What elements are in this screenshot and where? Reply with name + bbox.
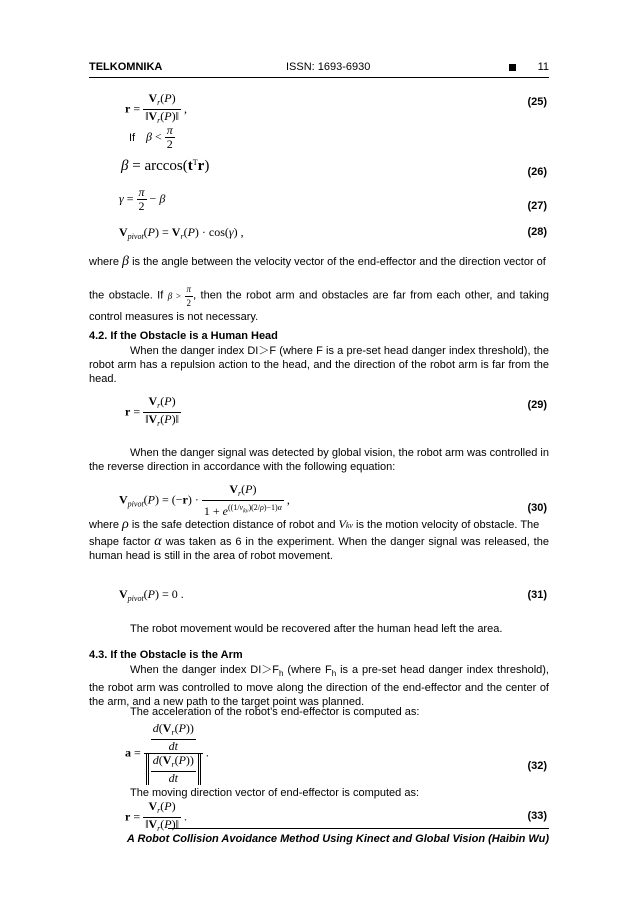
paragraph-recovery: The robot movement would be recovered after the human head left the area. bbox=[130, 623, 503, 635]
page-number: 11 bbox=[537, 61, 549, 73]
paragraph-beta-condition: the obstacle. If β > $\frac{\pi}{2}$ , then the robot arm and obstacles are far from each other, and taking control measures is not necessary. bbox=[89, 284, 550, 323]
paragraph-danger-index-arm: When the danger index $DI>F_h$ (where $F_h$ is a pre-set head danger index threshold), the robot arm was controlled to move along the direction of the end-effector and the center of the arm, and a new path to the target point was planned. bbox=[89, 664, 549, 709]
paragraph-direction-intro: The moving direction vector of end-effector is computed as: bbox=[130, 787, 419, 799]
paragraph-beta-definition: where β is the angle between the velocity vector of the end-effector and the direction vector of bbox=[89, 254, 546, 269]
paragraph-reverse-direction: When the danger signal was detected by global vision, the robot arm was controlled in the reverse direction in accordance with the following equation: bbox=[89, 447, 549, 473]
equation-30: $V_{pivot}(P) = (-r)$ · $\frac{V_r(P)}{1 + e^{((1/v_{kv})(2/\rho)-1)\alpha}}$ , bbox=[119, 482, 290, 518]
paragraph-shape-factor: shape factor α was taken as 6 in the experiment. When the danger signal was released, the human head is still in the area of robot movement. bbox=[89, 534, 549, 562]
equation-31: $V_{pivot}(P) = 0$ . bbox=[119, 587, 184, 603]
paragraph-danger-index-head: When the danger index DI＞F (where F is a pre-set head danger index threshold), the robot arm has a repulsion action to the head, and the direction of the robot arm is far from the head. bbox=[89, 345, 549, 385]
issn: ISSN: 1693-6930 bbox=[286, 61, 371, 73]
equation-32: a = $\frac{\frac{d(V_r(P))}{dt}}{\frac{d(V_r(P))}{dt}}$ . bbox=[125, 721, 209, 785]
equation-number-32: (32) bbox=[527, 760, 547, 772]
header-rule bbox=[89, 77, 549, 78]
section-heading-4-2: 4.2. If the Obstacle is a Human Head bbox=[89, 330, 278, 342]
equation-number-30: (30) bbox=[527, 502, 547, 514]
equation-number-26: (26) bbox=[527, 166, 547, 178]
equation-number-33: (33) bbox=[527, 810, 547, 822]
page-footer: A Robot Collision Avoidance Method Using Kinect and Global Vision (Haibin Wu) bbox=[126, 833, 549, 845]
equation-25: r = $\frac{V_r(P)}{‖V_r(P)‖}$ , bbox=[125, 91, 187, 125]
equation-29: r = $\frac{V_r(P)}{‖V_r(P)‖}$ bbox=[125, 394, 179, 428]
equation-number-29: (29) bbox=[527, 399, 547, 411]
section-heading-4-3: 4.3. If the Obstacle is the Arm bbox=[89, 649, 243, 661]
paragraph-rho-definition: where ρ is the safe detection distance of robot and Vkv is the motion velocity of obstacle. The bbox=[89, 517, 540, 532]
if-label: If bbox=[129, 132, 136, 144]
square-bullet-icon bbox=[509, 64, 516, 71]
journal-name: TELKOMNIKA bbox=[89, 61, 163, 73]
equation-number-31: (31) bbox=[527, 589, 547, 601]
equation-26: $\beta = \arccos(t^Tr)$ bbox=[121, 158, 210, 174]
equation-27: γ = $\frac{\pi}{2}$ − β bbox=[119, 185, 166, 213]
equation-number-27: (27) bbox=[527, 200, 547, 212]
equation-33: r = $\frac{V_r(P)}{‖V_r(P)‖}$ . bbox=[125, 799, 187, 833]
equation-28: $V_{pivot}(P) = V_r(P) \cdot \cos(\gamma)$ , bbox=[119, 225, 244, 241]
page-header bbox=[89, 61, 549, 75]
paragraph-acceleration-intro: The acceleration of the robot’s end-effector is computed as: bbox=[130, 706, 420, 718]
equation-number-28: (28) bbox=[527, 226, 547, 238]
footer-rule bbox=[168, 828, 549, 829]
condition-beta: β < $\frac{\pi}{2}$ bbox=[146, 123, 173, 151]
equation-number-25: (25) bbox=[527, 96, 547, 108]
